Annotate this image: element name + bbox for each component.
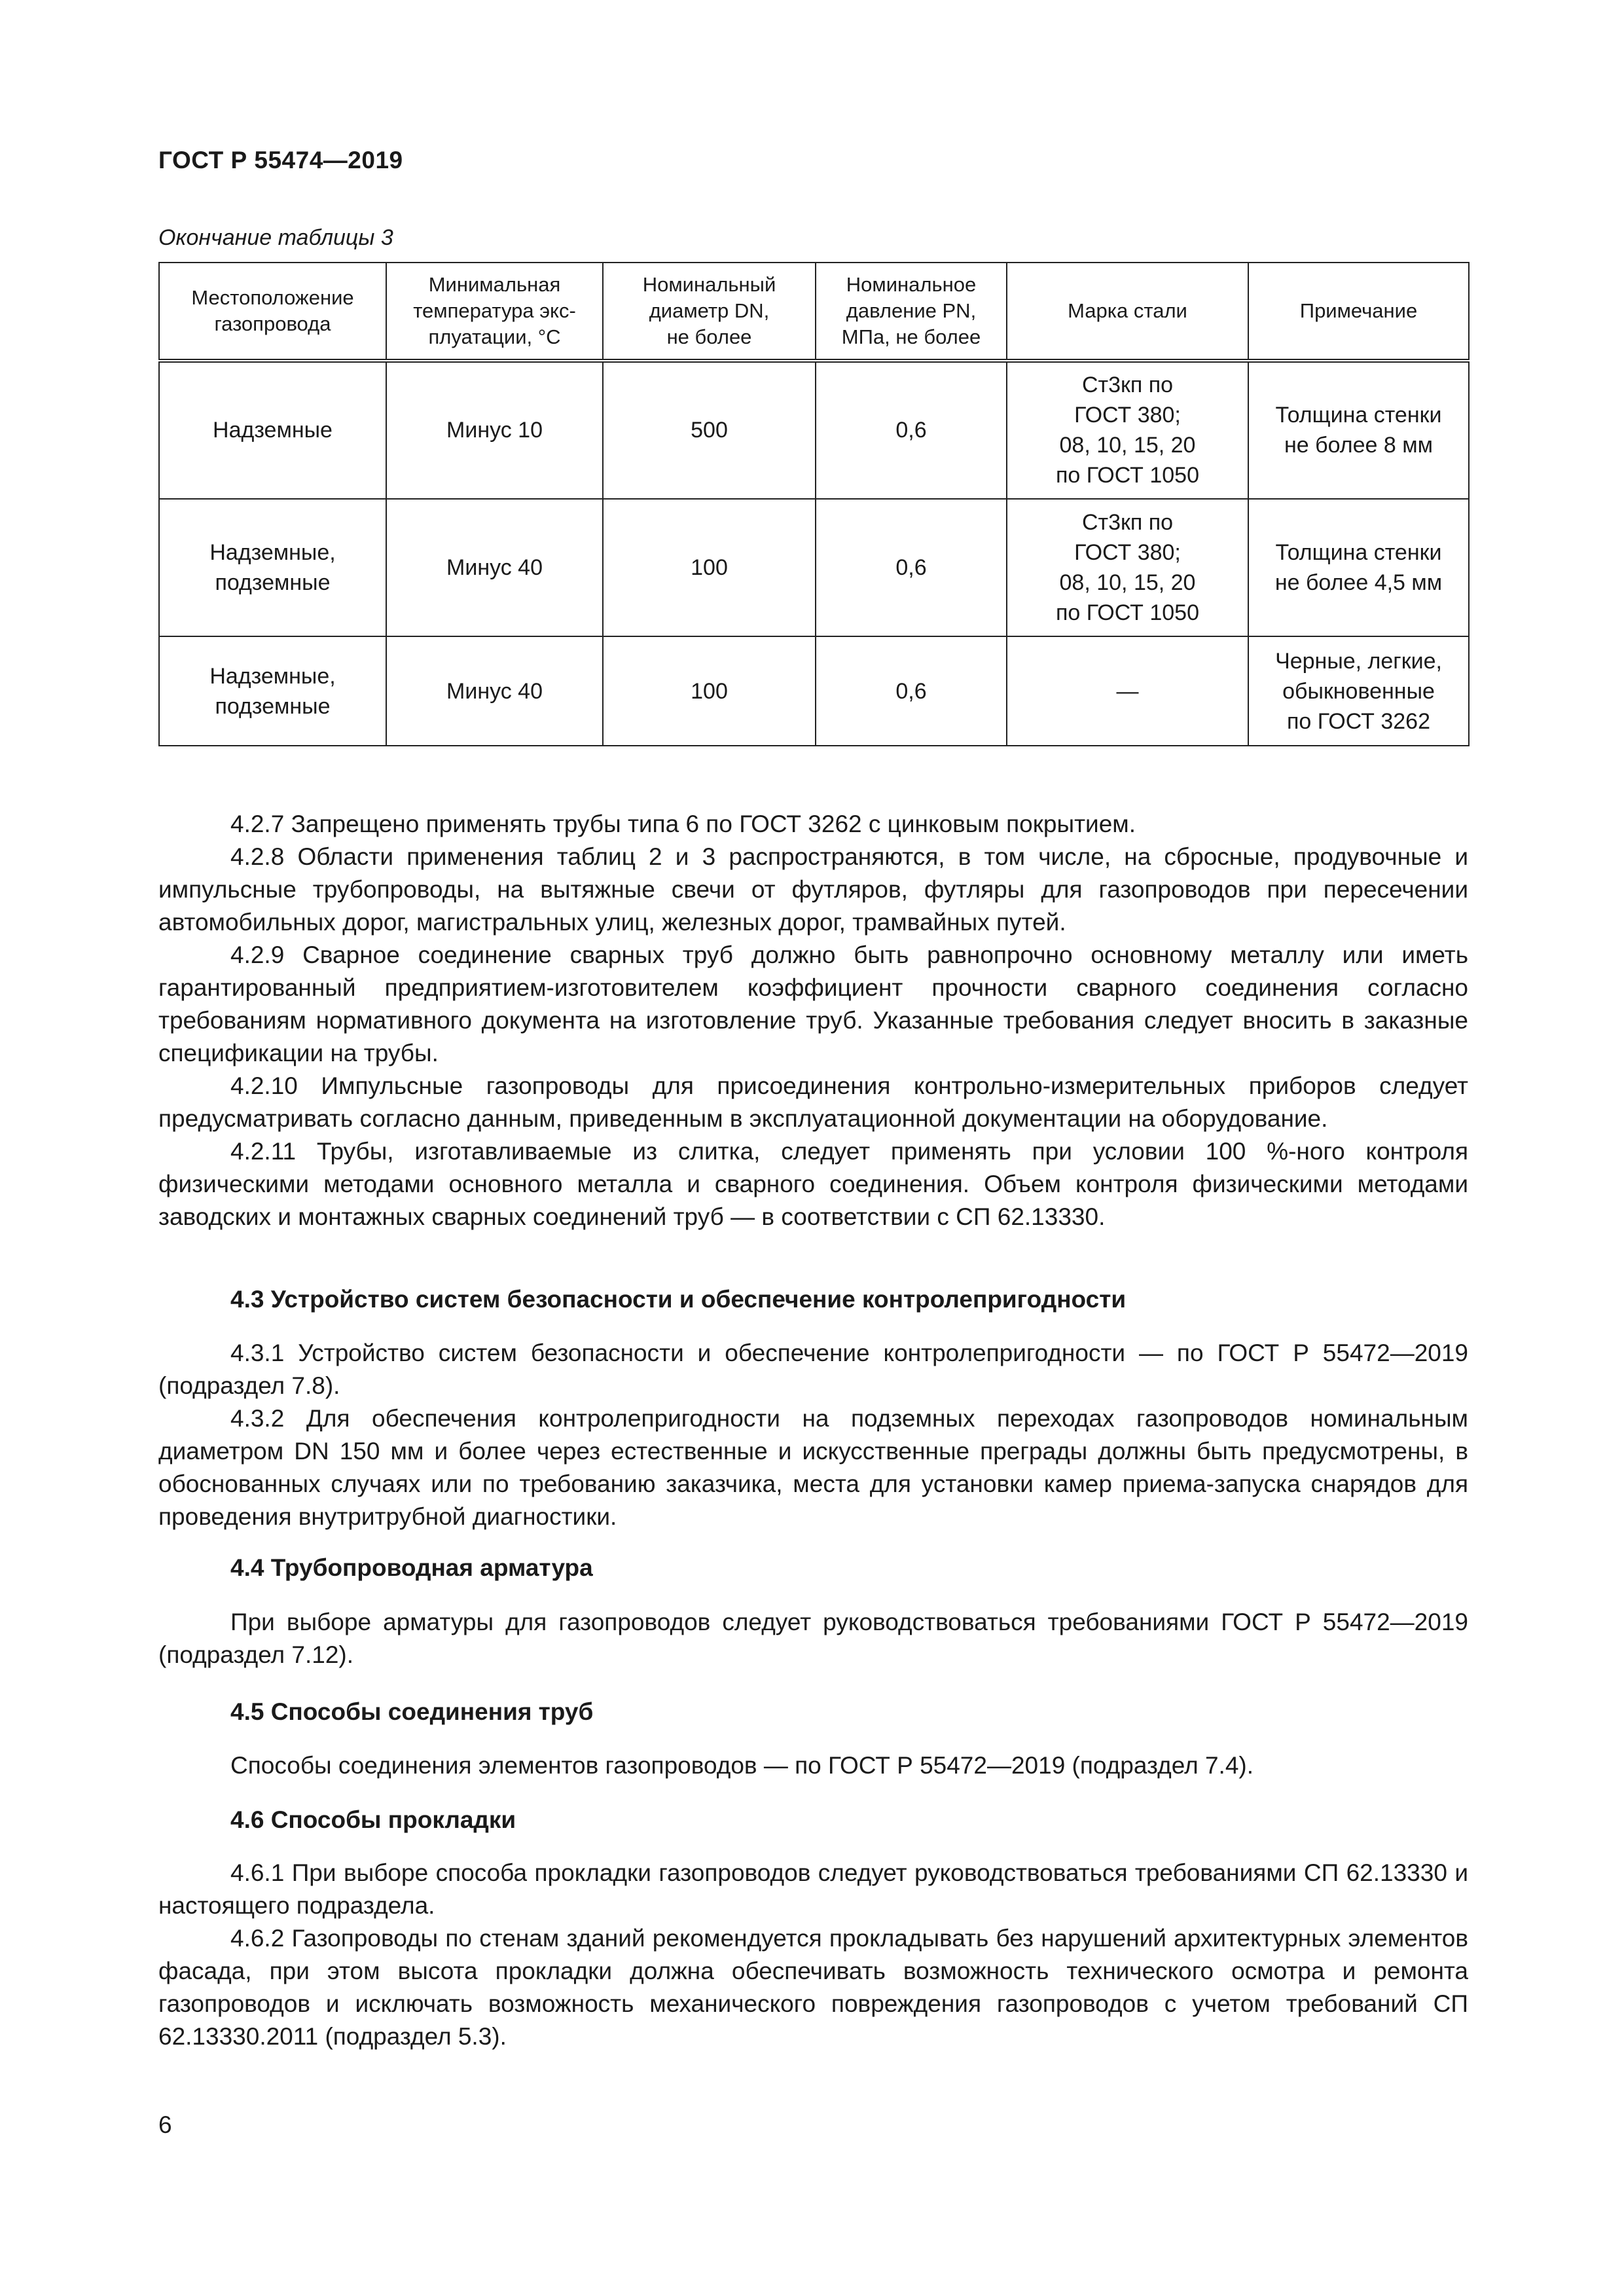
paragraph-4-6-2: 4.6.2 Газопроводы по стенам зданий рекомендуется прокладывать без нарушений архитектурных элементов фасада, при этом высота прокладки должна обеспечивать возможность технического осмотра и ремонта газопроводов и исключать возможность механического повреждения газопроводов с учетом требований СП 62.13330.2011 (подраздел 5.3). <box>158 1925 1468 2050</box>
col-header-location: Местоположение газопровода <box>159 263 386 361</box>
section-4-3 <box>158 1283 1468 1316</box>
heading-4-3: 4.3 Устройство систем безопасности и обеспечение контролепригодности <box>230 1286 1127 1313</box>
paragraph-4-5: Способы соединения элементов газопроводов — по ГОСТ Р 55472—2019 (подраздел 7.4). <box>230 1752 1254 1779</box>
cell-note: Толщина стенки не более 4,5 мм <box>1248 499 1469 637</box>
paragraph-4-2-11: 4.2.11 Трубы, изготавливаемые из слитка, следует применять при условии 100 %-ного контроля физическими методами основного металла и сварного соединения. Объем контроля физическими методами заводских и монтажных сварных соединений труб — в соответствии с СП 62.13330. <box>158 1138 1468 1230</box>
table-caption: Окончание таблицы 3 <box>158 225 393 250</box>
cell-steel: Ст3кп по ГОСТ 380; 08, 10, 15, 20 по ГОСТ 1050 <box>1007 361 1248 499</box>
cell-dn: 500 <box>603 361 816 499</box>
table-row <box>159 636 1469 746</box>
section-4-4-body <box>158 1606 1468 1671</box>
section-4-6 <box>158 1804 1468 1836</box>
table-header-row <box>159 263 1469 361</box>
section-4-4 <box>158 1552 1468 1584</box>
pipe-spec-table <box>158 262 1470 746</box>
paragraph-4-2-7: 4.2.7 Запрещено применять трубы типа 6 по ГОСТ 3262 с цинковым покрытием. <box>230 811 1136 837</box>
heading-4-6: 4.6 Способы прокладки <box>230 1806 516 1833</box>
col-header-steel-grade: Марка стали <box>1007 263 1248 361</box>
document-code: ГОСТ Р 55474—2019 <box>158 147 403 173</box>
cell-temp: Минус 40 <box>386 636 603 746</box>
cell-location: Надземные, подземные <box>159 499 386 637</box>
cell-note: Черные, легкие, обыкновенные по ГОСТ 3262 <box>1248 636 1469 746</box>
paragraph-4-2-9: 4.2.9 Сварное соединение сварных труб должно быть равнопрочно основному металлу или иметь гарантированный предприятием-изготовителем коэффициент прочности сварного соединения согласно требованиям нормативного документа на изготовление труб. Указанные требования следует вносить в заказные спецификации на трубы. <box>158 941 1468 1066</box>
paragraph-4-3-2: 4.3.2 Для обеспечения контролепригодности на подземных переходах газопроводов номинальным диаметром DN 150 мм и более через естественные и искусственные преграды должны быть предусмотрены, в обоснованных случаях или по требованию заказчика, места для установки камер приема-запуска снарядов для проведения внутритрубной диагностики. <box>158 1405 1468 1530</box>
page-number: 6 <box>158 2111 172 2138</box>
table-row <box>159 361 1469 499</box>
paragraph-4-3-1: 4.3.1 Устройство систем безопасности и обеспечение контролепригодности — по ГОСТ Р 55472—2019 (подраздел 7.8). <box>158 1339 1468 1399</box>
section-4-5-body <box>158 1749 1468 1782</box>
paragraph-4-6-1: 4.6.1 При выборе способа прокладки газопроводов следует руководствоваться требованиями СП 62.13330 и настоящего подраздела. <box>158 1859 1468 1919</box>
cell-dn: 100 <box>603 636 816 746</box>
cell-location: Надземные <box>159 361 386 499</box>
heading-4-4: 4.4 Трубопроводная арматура <box>230 1554 593 1581</box>
cell-pn: 0,6 <box>816 361 1007 499</box>
cell-temp: Минус 40 <box>386 499 603 637</box>
cell-dn: 100 <box>603 499 816 637</box>
heading-4-5: 4.5 Способы соединения труб <box>230 1698 594 1725</box>
col-header-min-temp: Минимальная температура экс- плуатации, °С <box>386 263 603 361</box>
cell-steel: — <box>1007 636 1248 746</box>
cell-pn: 0,6 <box>816 636 1007 746</box>
section-4-3-body <box>158 1337 1468 1533</box>
cell-temp: Минус 10 <box>386 361 603 499</box>
cell-pn: 0,6 <box>816 499 1007 637</box>
cell-steel: Ст3кп по ГОСТ 380; 08, 10, 15, 20 по ГОСТ 1050 <box>1007 499 1248 637</box>
table-row <box>159 499 1469 637</box>
body-text-4-2 <box>158 808 1468 1233</box>
cell-note: Толщина стенки не более 8 мм <box>1248 361 1469 499</box>
col-header-note: Примечание <box>1248 263 1469 361</box>
paragraph-4-4: При выборе арматуры для газопроводов следует руководствоваться требованиями ГОСТ Р 55472—2019 (подраздел 7.12). <box>158 1609 1468 1668</box>
col-header-diameter: Номинальный диаметр DN, не более <box>603 263 816 361</box>
cell-location: Надземные, подземные <box>159 636 386 746</box>
col-header-pressure: Номинальное давление PN, МПа, не более <box>816 263 1007 361</box>
section-4-6-body <box>158 1857 1468 2053</box>
paragraph-4-2-10: 4.2.10 Импульсные газопроводы для присоединения контрольно-измерительных приборов следует предусматривать согласно данным, приведенным в эксплуатационной документации на оборудование. <box>158 1072 1468 1132</box>
paragraph-4-2-8: 4.2.8 Области применения таблиц 2 и 3 распространяются, в том числе, на сбросные, продувочные и импульсные трубопроводы, на вытяжные свечи от футляров, футляры для газопроводов при пересечении автомобильных дорог, магистральных улиц, железных дорог, трамвайных путей. <box>158 843 1468 936</box>
section-4-5 <box>158 1696 1468 1728</box>
